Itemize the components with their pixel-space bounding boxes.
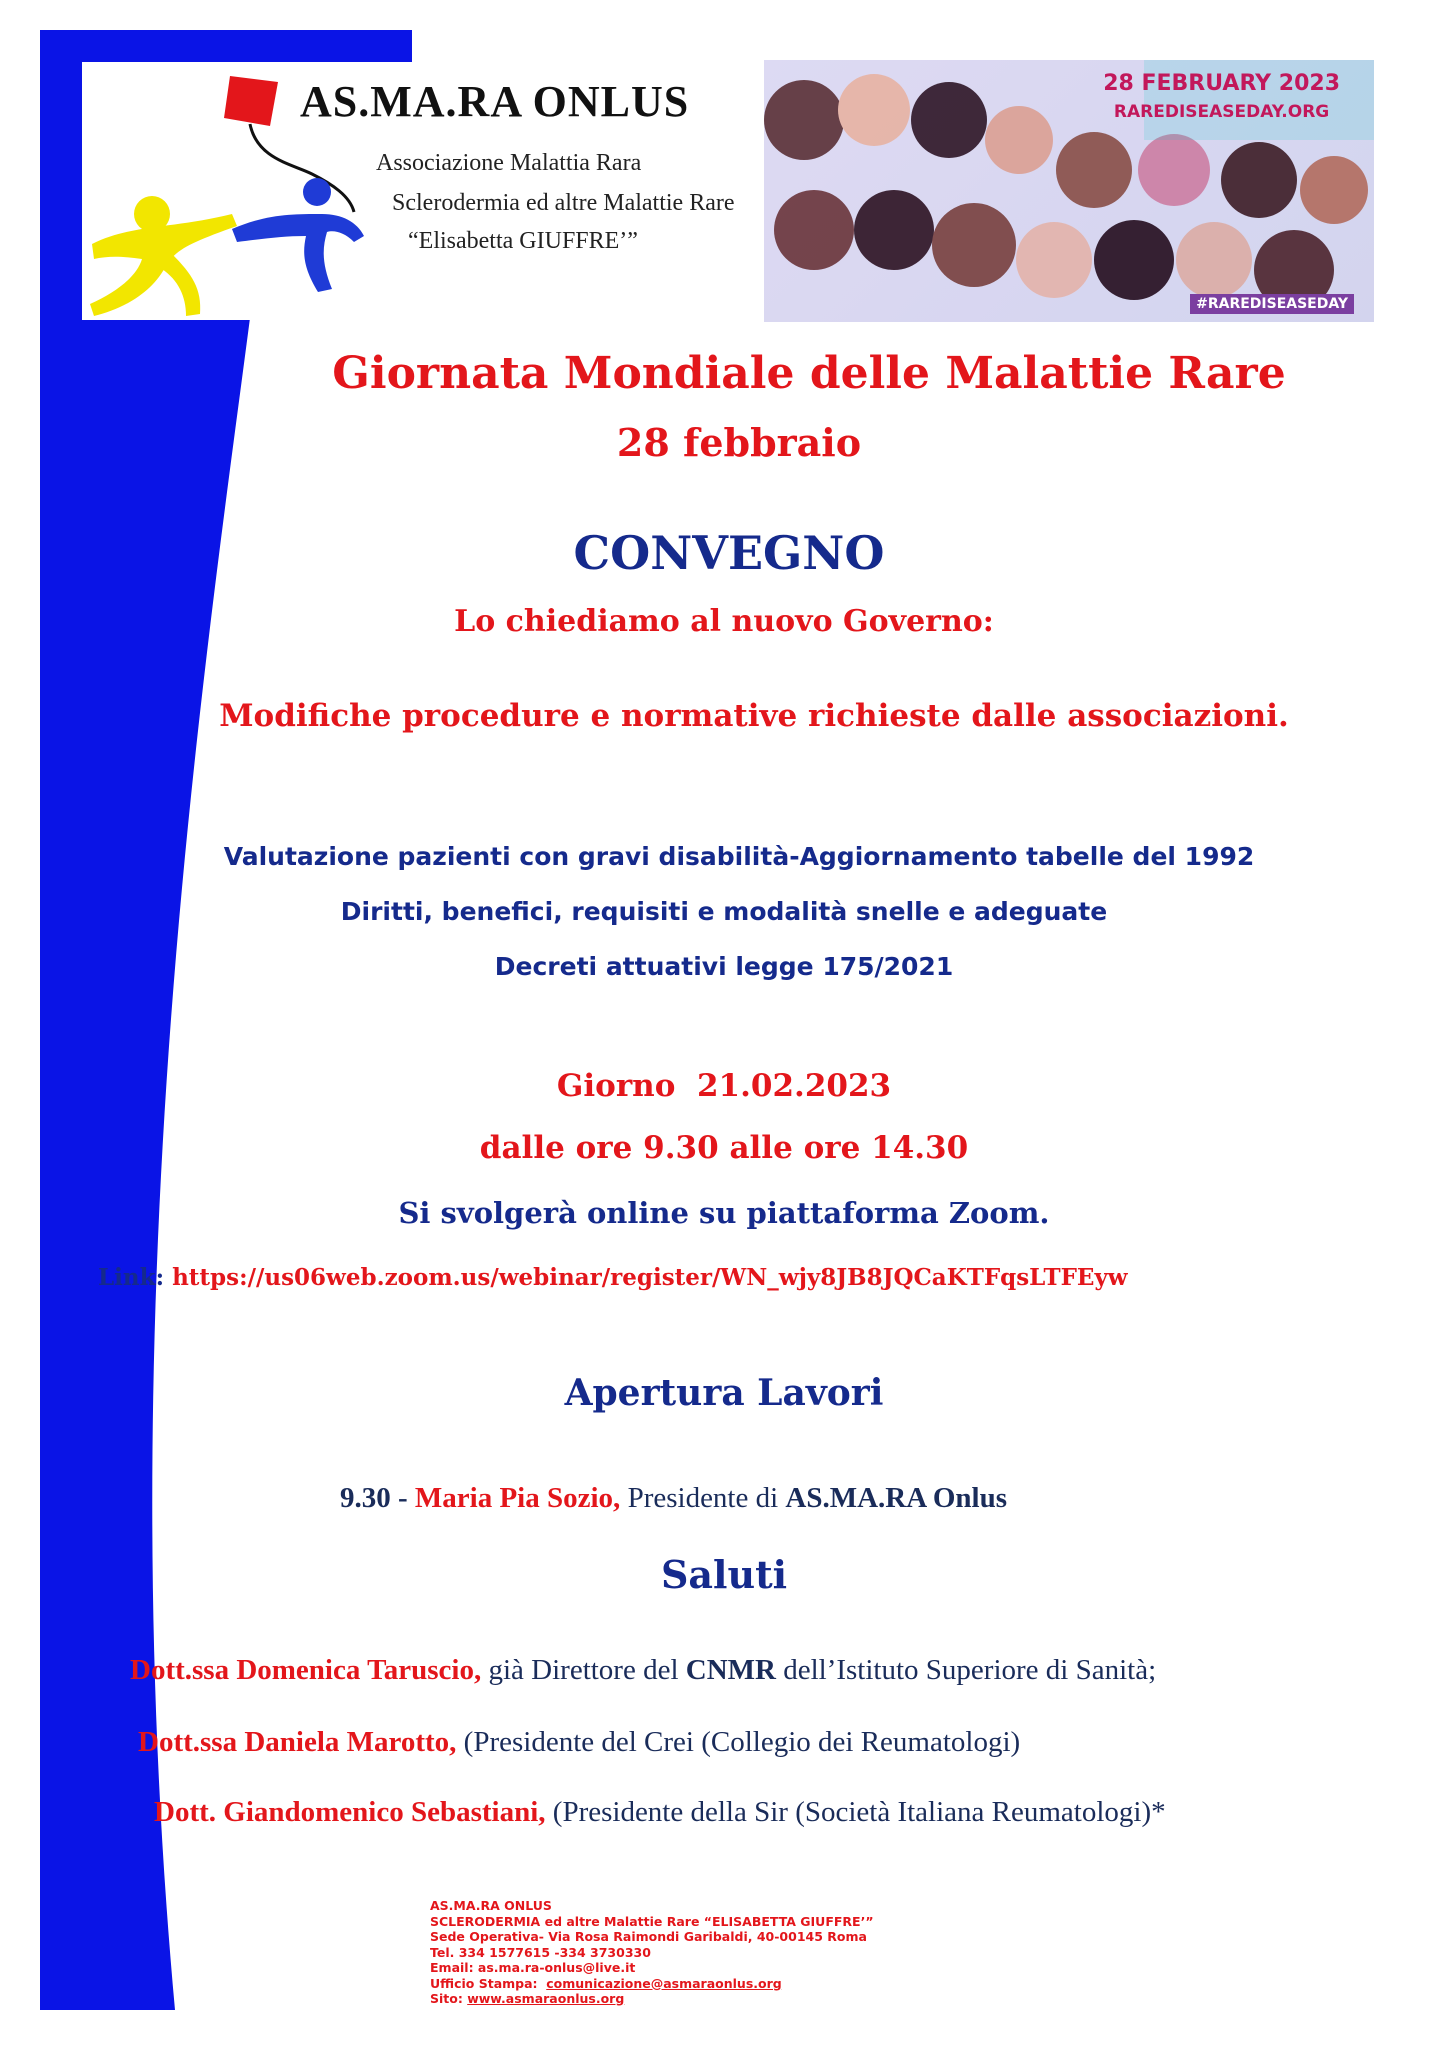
org-subtitle-1: Associazione Malattia Rara xyxy=(376,150,642,176)
zoom-link[interactable]: https://us06web.zoom.us/webinar/register/WN_wjy8JB8JQCaKTFqsLTFEyw xyxy=(172,1264,1128,1291)
link-label: Link: xyxy=(98,1264,173,1291)
banner-site-text: RAREDISEASEDAY.ORG xyxy=(1113,102,1330,122)
event-day: Giorno 21.02.2023 xyxy=(556,1068,892,1104)
footer-email[interactable]: Email: as.ma.ra-onlus@live.it xyxy=(430,1960,636,1975)
org-name: AS.MA.RA ONLUS xyxy=(300,77,690,126)
topic-2: Diritti, benefici, requisiti e modalità snelle e adeguate xyxy=(340,897,1108,926)
event-type: CONVEGNO xyxy=(573,526,885,580)
speaker-2-name: Dott.ssa Daniela Marotto, xyxy=(138,1726,457,1758)
event-date-line: 28 febbraio xyxy=(616,420,862,465)
event-title: Giornata Mondiale delle Malattie Rare xyxy=(332,348,1286,399)
banner-date xyxy=(1103,70,1340,126)
apertura-title: Apertura Lavori xyxy=(564,1372,884,1414)
banner-date-text: 28 FEBRUARY 2023 xyxy=(1103,71,1340,96)
speaker-2-role: (Presidente del Crei (Collegio dei Reumatologi) xyxy=(456,1726,1021,1758)
event-hours: dalle ore 9.30 alle ore 14.30 xyxy=(479,1130,969,1166)
saluti-speaker-2 xyxy=(138,1726,1020,1759)
speaker-3-name: Dott. Giandomenico Sebastiani, xyxy=(154,1796,546,1828)
opening-speaker xyxy=(340,1482,1007,1515)
org-subtitle-3: “Elisabetta GIUFFRE’” xyxy=(408,228,638,254)
speaker-1-role-b: CNMR xyxy=(685,1654,776,1686)
saluti-title: Saluti xyxy=(660,1552,788,1597)
footer-press xyxy=(430,1976,874,1992)
org-subtitle-2: Sclerodermia ed altre Malattie Rare xyxy=(392,190,735,216)
opening-org: AS.MA.RA Onlus xyxy=(785,1482,1007,1514)
opening-name: Maria Pia Sozio, xyxy=(414,1482,621,1514)
footer-phone: Tel. 334 1577615 -334 3730330 xyxy=(430,1944,651,1960)
event-headline: Lo chiediamo al nuovo Governo: xyxy=(454,604,994,639)
footer-org-full: SCLERODERMIA ed altre Malattie Rare “ELISABETTA GIUFFRE’” xyxy=(430,1913,874,1929)
footer-press-email[interactable]: comunicazione@asmaraonlus.org xyxy=(546,1975,782,1991)
event-platform: Si svolgerà online su piattaforma Zoom. xyxy=(398,1196,1050,1230)
speaker-1-role-a: già Direttore del xyxy=(481,1654,686,1686)
speaker-1-role-c: dell’Istituto Superiore di Sanità; xyxy=(775,1654,1157,1686)
footer-contacts xyxy=(430,1898,874,2007)
registration-link xyxy=(98,1264,1128,1291)
speaker-1-name: Dott.ssa Domenica Taruscio, xyxy=(130,1654,482,1686)
footer-site-label: Sito: xyxy=(430,1991,468,2006)
footer-press-label: Ufficio Stampa: xyxy=(430,1975,547,1991)
opening-role: Presidente di xyxy=(620,1482,786,1514)
footer-org: AS.MA.RA ONLUS xyxy=(430,1898,552,1913)
rare-disease-day-banner xyxy=(764,60,1374,322)
saluti-speaker-3 xyxy=(154,1796,1166,1829)
footer-address: Sede Operativa- Via Rosa Raimondi Garibaldi, 40-00145 Roma xyxy=(430,1929,867,1944)
footer-site xyxy=(430,1991,874,2007)
footer-site-link[interactable]: www.asmaraonlus.org xyxy=(467,1991,625,2006)
banner-hashtag: #RAREDISEASEDAY xyxy=(1190,294,1354,314)
saluti-speaker-1 xyxy=(130,1654,1156,1687)
speaker-3-role: (Presidente della Sir (Società Italiana Reumatologi)* xyxy=(545,1796,1166,1828)
topic-1: Valutazione pazienti con gravi disabilità-Aggiornamento tabelle del 1992 xyxy=(223,842,1255,871)
event-subheadline: Modifiche procedure e normative richieste dalle associazioni. xyxy=(219,698,1289,734)
topic-3: Decreti attuativi legge 175/2021 xyxy=(494,952,954,981)
opening-time: 9.30 - xyxy=(340,1482,415,1514)
